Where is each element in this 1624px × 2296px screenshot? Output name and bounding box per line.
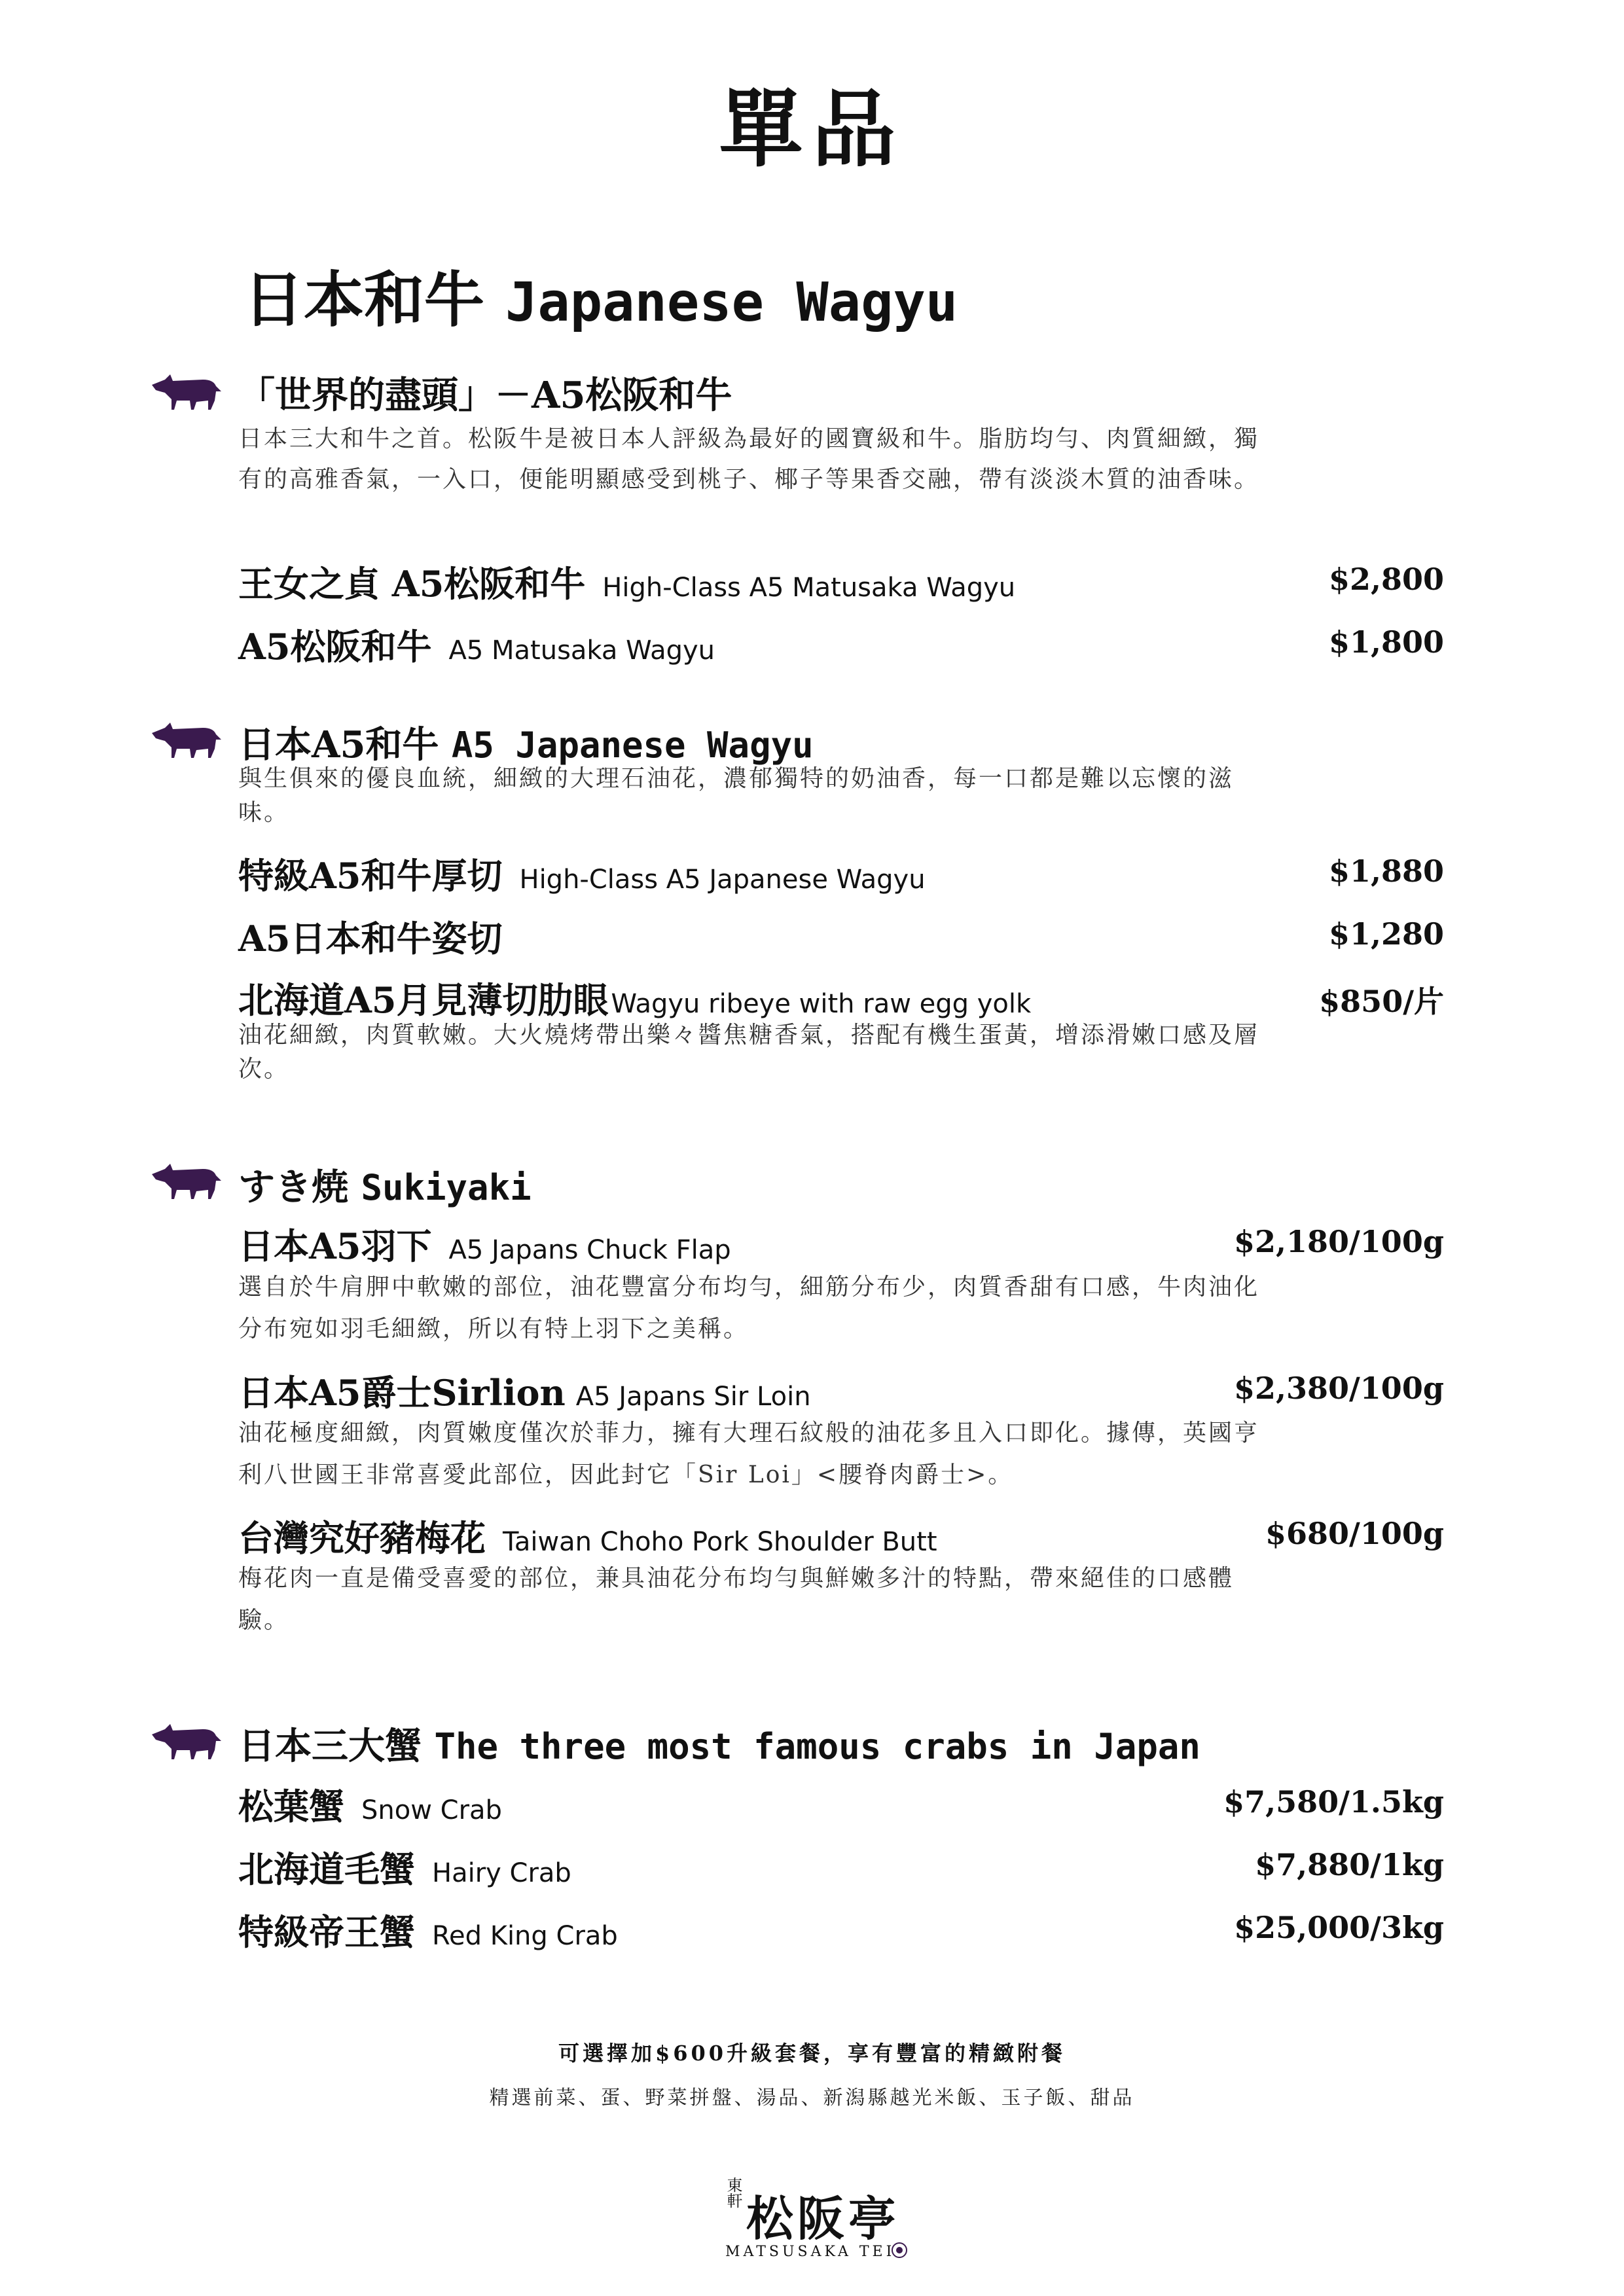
menu-item-price: $1,880: [1328, 853, 1444, 889]
section-title-en: A5 Japanese Wagyu: [451, 725, 814, 766]
menu-item-price: $7,580/1.5kg: [1223, 1784, 1444, 1820]
item-name-en: A5 Japans Sir Loin: [575, 1382, 811, 1412]
cow-icon: [151, 1161, 223, 1200]
section-description: 日本三大和牛之首。松阪牛是被日本人評級為最好的國寶級和牛。脂肪均勻、肉質細緻，獨有的高雅香氣，一入口，便能明顯感受到桃子、椰子等果香交融，帶有淡淡木質的油香味。: [238, 425, 1260, 493]
cow-icon: [151, 1721, 223, 1761]
menu-item-name: [238, 1219, 731, 1269]
cow-icon: [151, 372, 223, 411]
menu-item-description: 梅花肉一直是備受喜愛的部位，兼具油花分布均勻與鮮嫩多汁的特點，帶來絕佳的口感體驗。: [238, 1565, 1235, 1634]
item-name-en: High-Class A5 Japanese Wagyu: [519, 865, 926, 895]
section-title-zh: 日本三大蟹: [238, 1725, 422, 1768]
menu-item-description: 選自於牛肩胛中軟嫩的部位，油花豐富分布均勻，細筋分布少，肉質香甜有口感，牛肉油化分布宛如羽毛細緻，所以有特上羽下之美稱。: [238, 1274, 1260, 1342]
menu-item-name: [238, 1511, 937, 1561]
item-name-zh: 特級帝王蟹: [238, 1911, 415, 1953]
item-name-en: Wagyu ribeye with raw egg yolk: [611, 989, 1032, 1019]
section-title-en: Sukiyaki: [361, 1167, 532, 1208]
menu-item-price: $25,000/3kg: [1234, 1910, 1444, 1945]
menu-item-name: [238, 911, 502, 961]
item-name-zh: 北海道A5月見薄切肋眼: [238, 979, 609, 1021]
menu-item-name: [238, 1365, 811, 1416]
main-heading-en: Japanese Wagyu: [505, 272, 958, 334]
menu-item-price: $7,880/1kg: [1255, 1847, 1444, 1882]
logo-seal-icon: [892, 2242, 907, 2258]
item-name-zh: 台灣究好豬梅花: [238, 1517, 486, 1559]
menu-item-price: $1,800: [1328, 624, 1444, 660]
menu-item-price: $2,180/100g: [1233, 1224, 1444, 1259]
item-name-zh: 北海道毛蟹: [238, 1848, 415, 1890]
item-name-zh: 特級A5和牛厚切: [238, 855, 503, 897]
menu-item-name: [238, 1779, 502, 1829]
menu-item-price: $680/100g: [1265, 1516, 1444, 1551]
section-title: 「世界的盡頭」－A5松阪和牛: [238, 374, 732, 417]
section-title: [238, 716, 814, 768]
section-title: [238, 1717, 1200, 1770]
item-name-en: A5 Japans Chuck Flap: [448, 1235, 731, 1265]
section-title-zh: すき焼: [238, 1166, 348, 1209]
item-name-en: Taiwan Choho Pork Shoulder Butt: [503, 1527, 937, 1557]
upgrade-note: 可選擇加$600升級套餐，享有豐富的精緻附餐: [558, 2041, 1066, 2066]
menu-item-name: [238, 556, 1015, 607]
main-heading: [244, 252, 958, 338]
menu-item-name: [238, 1842, 571, 1892]
item-name-en: A5 Matusaka Wagyu: [448, 636, 715, 666]
cow-icon: [151, 720, 223, 759]
menu-item-name: [238, 973, 1031, 1023]
item-name-zh: 松葉蟹: [238, 1785, 344, 1827]
menu-item-price: $2,800: [1328, 562, 1444, 597]
set-meal-contents: 精選前菜、蛋、野菜拼盤、湯品、新潟縣越光米飯、玉子飯、甜品: [489, 2087, 1135, 2109]
menu-item-name: [238, 1905, 618, 1955]
item-name-zh: A5日本和牛姿切: [238, 918, 503, 960]
menu-item-description: 油花極度細緻，肉質嫩度僅次於菲力，擁有大理石紋般的油花多且入口即化。據傳，英國亨利八世國王非常喜愛此部位，因此封它「Sir Loi」<腰脊肉爵士>。: [238, 1420, 1260, 1488]
item-name-en: Red King Crab: [432, 1921, 618, 1951]
menu-item-description: 油花細緻，肉質軟嫩。大火燒烤帶出樂々醬焦糖香氣，搭配有機生蛋黃，增添滑嫩口感及層次。: [238, 1022, 1260, 1083]
logo-english-text: MATSUSAKA TEI: [725, 2244, 895, 2260]
item-name-zh: 日本A5爵士Sirlion: [238, 1372, 566, 1414]
item-name-en: Snow Crab: [361, 1795, 502, 1825]
menu-item-name: [238, 848, 926, 899]
item-name-en: High-Class A5 Matusaka Wagyu: [602, 573, 1016, 603]
page-title: 單品: [719, 81, 905, 179]
logo-small-text: 東軒: [724, 2177, 742, 2208]
menu-item-name: [238, 619, 715, 670]
restaurant-logo: [713, 2174, 910, 2272]
menu-item-price: $1,280: [1328, 916, 1444, 952]
item-name-en: Hairy Crab: [432, 1858, 571, 1888]
section-description: 與生俱來的優良血統，細緻的大理石油花，濃郁獨特的奶油香，每一口都是難以忘懷的滋味。: [238, 765, 1235, 826]
menu-item-price: $2,380/100g: [1233, 1371, 1444, 1406]
item-name-zh: A5松阪和牛: [238, 626, 432, 668]
section-title-en: The three most famous crabs in Japan: [434, 1726, 1200, 1767]
item-name-zh: 日本A5羽下: [238, 1225, 432, 1267]
section-title: [238, 1158, 532, 1211]
item-name-zh: 王女之貞 A5松阪和牛: [238, 563, 586, 605]
main-heading-zh: 日本和牛: [244, 264, 485, 335]
section-title-zh: 日本A5和牛: [238, 723, 439, 766]
menu-item-price: $850/片: [1319, 984, 1444, 1019]
logo-main-text: 松阪亭: [746, 2191, 900, 2246]
